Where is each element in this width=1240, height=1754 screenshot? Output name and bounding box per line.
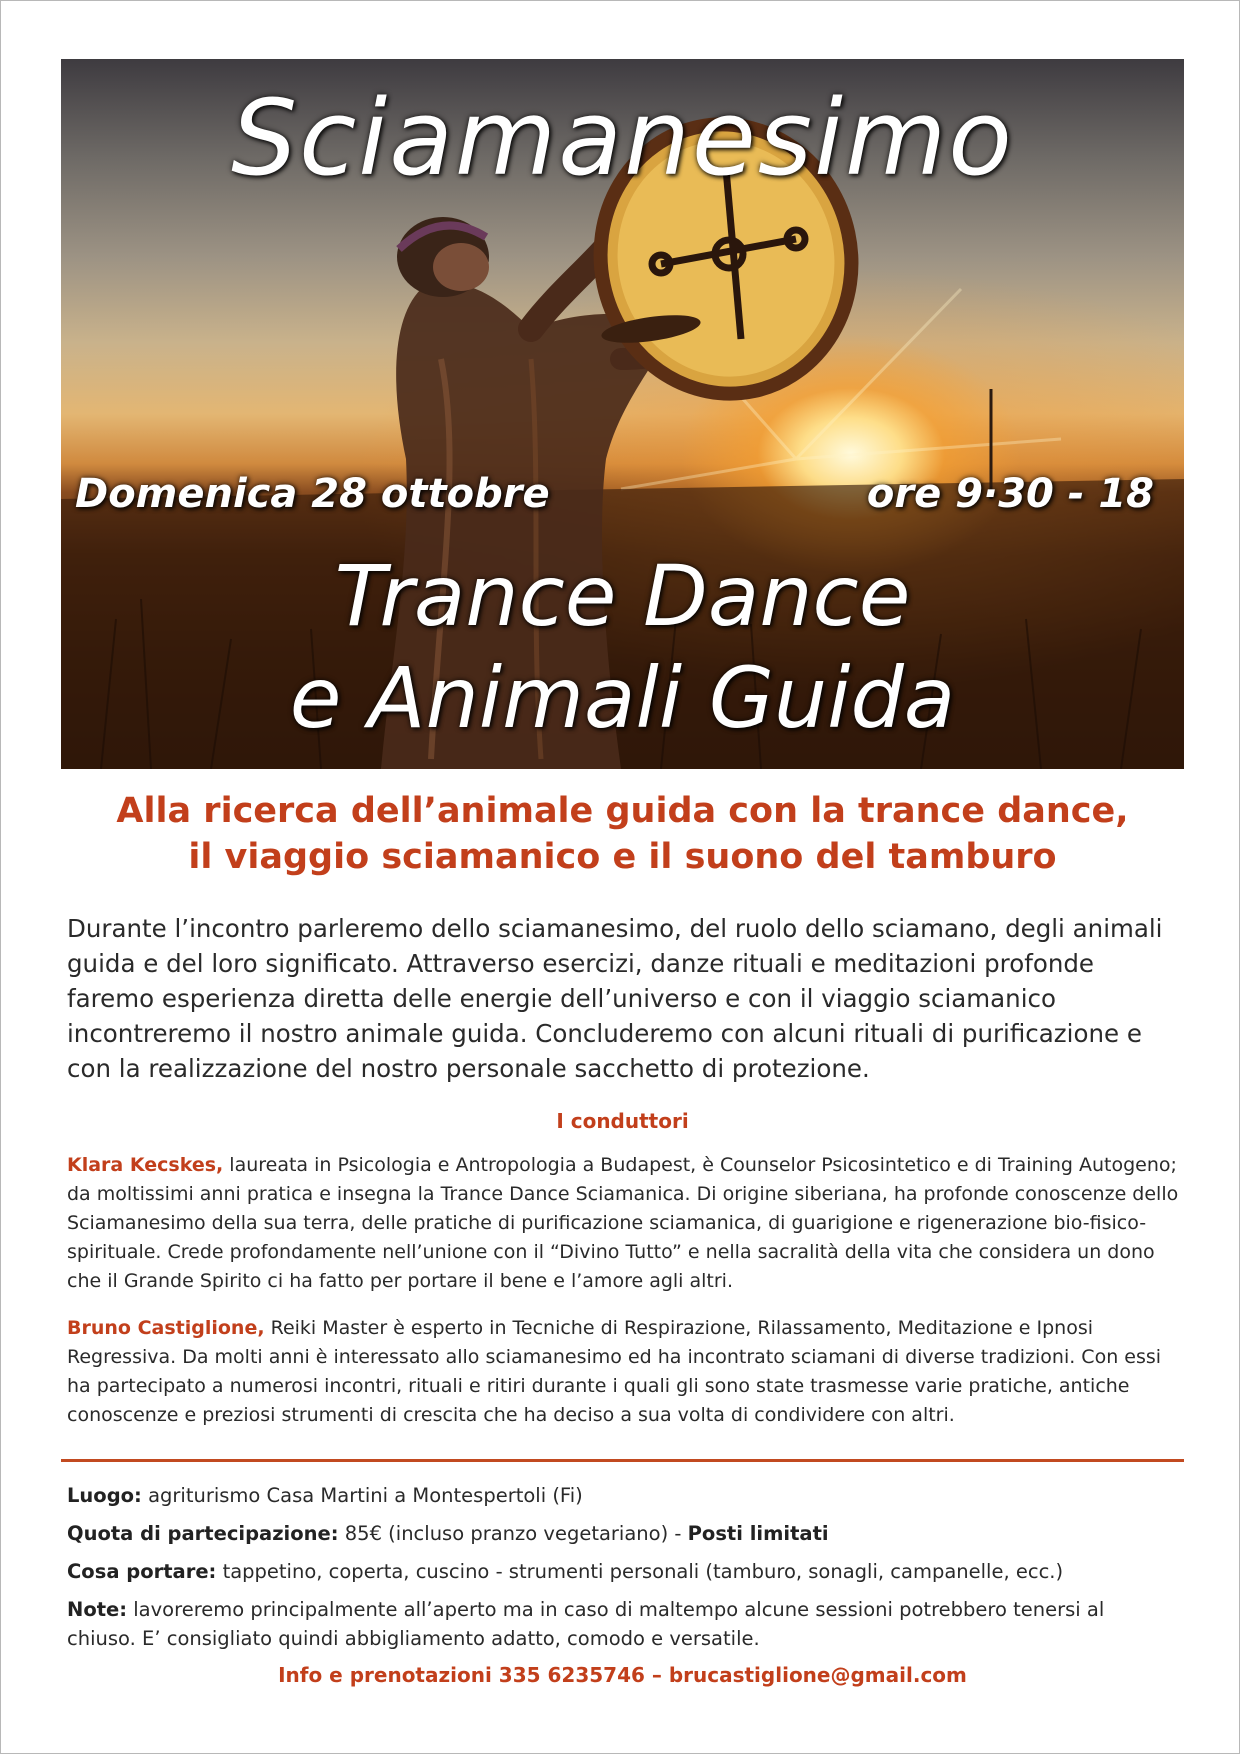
hero-subtitle-line2: e Animali Guida bbox=[289, 649, 956, 747]
divider bbox=[61, 1459, 1184, 1462]
conductors-title: I conduttori bbox=[556, 1109, 689, 1133]
detail-bring bbox=[67, 1557, 1179, 1586]
detail-notes bbox=[67, 1595, 1179, 1653]
detail-label: Luogo: bbox=[67, 1484, 142, 1507]
conductor-bio: laureata in Psicologia e Antropologia a Budapest, è Counselor Psicosintetico e di Training Autogeno; da moltissimi anni pratica e insegna la Trance Dance Sciamanica. Di origine siberiana, ha profonde conoscenze dello Sciamanesimo della sua terra, delle pratiche di purificazione sciamanica, di guarigione e rigenerazione bio-fisico-spirituale. Crede profondamente nell’unione con il “Divino Tutto” e nella sacralità della vita che considera un dono che il Grande Spirito ci ha fatto per portare il bene e l’amore agli altri. bbox=[67, 1154, 1179, 1292]
detail-label: Quota di partecipazione: bbox=[67, 1522, 339, 1545]
conductor-bio: Reiki Master è esperto in Tecniche di Respirazione, Rilassamento, Meditazione e Ipnosi Regressiva. Da molti anni è interessato allo sciamanesimo ed ha incontrato sciamani di diverse tradizioni. Con essi ha partecipato a numerosi incontri, rituali e ritiri durante i quali gli sono state trasmesse varie pratiche, antiche conoscenze e preziosi strumenti di crescita che ha deciso a sua volta di condividere con altri. bbox=[67, 1317, 1162, 1426]
event-hours: ore 9·30 - 18 bbox=[866, 471, 1154, 517]
hero-photo bbox=[61, 59, 1184, 769]
detail-value: lavoreremo principalmente all’aperto ma in caso di maltempo alcune sessioni potrebbero tenersi al chiuso. E’ consigliato quindi abbigliamento adatto, comodo e versatile. bbox=[67, 1598, 1105, 1650]
bio-klara bbox=[67, 1151, 1179, 1296]
hero-title: Sciamanesimo bbox=[231, 77, 1014, 199]
detail-label: Note: bbox=[67, 1598, 128, 1621]
detail-fee bbox=[67, 1519, 1179, 1548]
detail-value: tappetino, coperta, cuscino - strumenti personali (tamburo, sonagli, campanelle, ecc.) bbox=[222, 1560, 1064, 1583]
limited-seats-note: Posti limitati bbox=[687, 1522, 829, 1545]
headline-line2: il viaggio sciamanico e il suono del tamburo bbox=[188, 837, 1057, 877]
event-date: Domenica 28 ottobre bbox=[75, 471, 550, 517]
detail-value: agriturismo Casa Martini a Montespertoli (Fi) bbox=[148, 1484, 583, 1507]
detail-label: Cosa portare: bbox=[67, 1560, 217, 1583]
conductor-name: Bruno Castiglione, bbox=[67, 1317, 265, 1339]
conductor-name: Klara Kecskes, bbox=[67, 1154, 224, 1176]
detail-value: 85€ (incluso pranzo vegetariano) - bbox=[344, 1522, 682, 1545]
bio-bruno bbox=[67, 1314, 1179, 1430]
intro-paragraph: Durante l’incontro parleremo dello sciamanesimo, del ruolo dello sciamano, degli animali guida e del loro significato. Attraverso esercizi, danze rituali e meditazioni profonde faremo esperienza diretta delle energie dell’universo e con il viaggio sciamanico incontreremo il nostro animale guida. Concluderemo con alcuni rituali di purificazione e con la realizzazione del nostro personale sacchetto di protezione. bbox=[67, 914, 1163, 1083]
contact-line: Info e prenotazioni 335 6235746 – brucastiglione@gmail.com bbox=[278, 1663, 967, 1687]
headline-line1: Alla ricerca dell’animale guida con la trance dance, bbox=[116, 791, 1129, 831]
hero-subtitle-line1: Trance Dance bbox=[334, 547, 911, 645]
detail-place bbox=[67, 1481, 1179, 1510]
